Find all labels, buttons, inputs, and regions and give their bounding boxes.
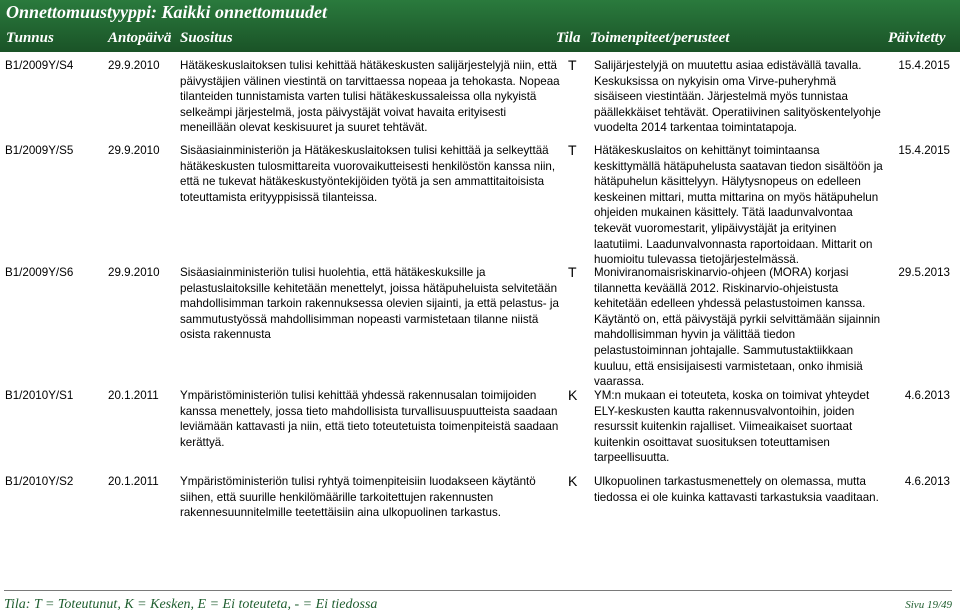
row-measures: Ulkopuolinen tarkastusmenettely on olemassa, mutta tiedossa ei ole kuinka kattavasti tarkastuksia vaaditaan. bbox=[594, 475, 879, 504]
page-title: Onnettomuustyyppi: Kaikki onnettomuudet bbox=[6, 2, 328, 22]
row-status: T bbox=[568, 142, 577, 158]
row-date: 20.1.2011 bbox=[108, 475, 159, 488]
status-legend: Tila: T = Toteutunut, K = Kesken, E = Ei toteuteta, - = Ei tiedossa bbox=[4, 597, 378, 612]
row-date: 29.9.2010 bbox=[108, 266, 160, 279]
column-header-suositus: Suositus bbox=[180, 30, 233, 46]
row-recommendation: Sisäasiainministeriön ja Hätäkeskuslaitoksen tulisi kehittää ja selkeyttää hätäkeskusten tulosmittareita vuorovaikutteisesti henkilöstön kanssa niin, että ne tukevat hätäkeskustyöntekijöiden työtä ja sen ammattitaitoisista toteuttamista erityyppisissä tilanteissa. bbox=[180, 144, 556, 204]
column-header-toimenpiteet: Toimenpiteet/perusteet bbox=[590, 30, 730, 46]
row-recommendation: Ympäristöministeriön tulisi kehittää yhdessä rakennusalan toimijoiden kanssa menettely, jossa tieto mahdollisista turvallisuuspuutteista saadaan leviämään kattavasti ja niin, että tieto toteutetuista toimenpiteistä saadaan kerättyä. bbox=[180, 389, 559, 449]
row-recommendation: Hätäkeskuslaitoksen tulisi kehittää hätäkeskusten salijärjestelyjä niin, että päivystäjien välinen viestintä on tarvittaessa nopeaa ja tehokasta. Nopeaa tilanteiden tunnistamista varten tulisi hätäkeskussaleissa olla nykyistä selkeämpi järjestelmä, josta päivystäjät voivat havaita erityisesti meneillään olevat keskisuuret ja suuret tehtävät. bbox=[180, 59, 560, 135]
row-measures: Moniviranomaisriskinarvio-ohjeen (MORA) korjasi tilannetta keväällä 2012. Riskinarvio-ohjeistusta kehitetään edelleen yhdessä pelastustoimen kanssa. Käytäntö on, että päivystäjä pyrkii selvittämään sijainnin mahdollisimman hyvin ja välittää tiedon pelastustoiminnan johtajalle. Sammutustaktiikkaan kuuluu, että ensisijaisesti varmistetaan, onko ihmisiä vaarassa. bbox=[594, 266, 881, 389]
row-date: 29.9.2010 bbox=[108, 59, 160, 72]
row-date: 29.9.2010 bbox=[108, 144, 160, 157]
row-updated: 15.4.2015 bbox=[898, 144, 950, 157]
row-updated: 4.6.2013 bbox=[904, 475, 950, 488]
row-status: K bbox=[568, 387, 578, 403]
row-status: T bbox=[568, 57, 577, 73]
row-updated: 29.5.2013 bbox=[898, 266, 950, 279]
footer-divider bbox=[4, 590, 952, 591]
row-id: B1/2010Y/S1 bbox=[5, 389, 74, 402]
row-measures: YM:n mukaan ei toteuteta, koska on toimivat yhteydet ELY-keskusten kautta rakennusvalvontoihin, joiden resurssit kuitenkin rajalliset. Viimeaikaiset suortaat kuitenkin osoittavat suosituksen toteuttamisen tarpeellisuutta. bbox=[594, 389, 870, 465]
row-recommendation: Sisäasiainministeriön tulisi huolehtia, että hätäkeskuksille ja pelastuslaitoksille kehitetään menettelyt, joissa hätäpuheluista selvitetään mahdollisimman tarkoin rakennuksessa olevien sijainti, ja että pelastus- ja sammutustyössä mahdollisimman nopeasti varmistetaan tilanne niistä osista rakennusta bbox=[180, 266, 559, 342]
column-header-antopaiva: Antopäivä bbox=[108, 30, 172, 46]
row-updated: 15.4.2015 bbox=[898, 59, 950, 72]
row-id: B1/2009Y/S6 bbox=[5, 266, 74, 279]
row-id: B1/2010Y/S2 bbox=[5, 475, 74, 488]
row-id: B1/2009Y/S5 bbox=[5, 144, 74, 157]
row-id: B1/2009Y/S4 bbox=[5, 59, 74, 72]
page-number: Sivu 19/49 bbox=[905, 599, 952, 611]
column-header-tunnus: Tunnus bbox=[6, 30, 54, 46]
row-measures: Salijärjestelyjä on muutettu asiaa edistävällä tavalla. Keskuksissa on nykyisin oma Virve-puheryhmä sisäiseen viestintään. Järjestelmä myös tunnistaa päällekkäiset tehtävät. Operatiivinen salityöskentelyohje vuodelta 2014 tarkentaa toimintatapoja. bbox=[594, 59, 881, 135]
row-status: T bbox=[568, 264, 577, 280]
row-updated: 4.6.2013 bbox=[904, 389, 950, 402]
column-header-paivitetty: Päivitetty bbox=[888, 30, 946, 46]
table-header bbox=[0, 0, 960, 52]
row-date: 20.1.2011 bbox=[108, 389, 159, 402]
row-recommendation: Ympäristöministeriön tulisi ryhtyä toimenpiteisiin luodakseen käytäntö siihen, että suurille henkilömäärille tarkoitettujen rakennusten rakennesuunnitelmille teetettäisiin aina ulkopuolinen tarkastus. bbox=[180, 475, 536, 520]
row-measures: Hätäkeskuslaitos on kehittänyt toimintaansa keskittymällä hätäpuhelusta saatavan tiedon sisältöön ja hätäpuhelun käsittelyyn. Hälytysnopeus on edelleen keskeinen mittari, mutta mittarina on myös hätäpuhelun ohjeiden mukainen käsittely. Tätä laadunvalvontaa tekevät vuoromestarit, ylipäivystäjät ja erityinen laatutiimi. Laadunvalvonnasta raportoidaan. Mittarit on huomioitu tulevassa tietojärjestelmässä. bbox=[594, 144, 883, 267]
column-header-tila: Tila bbox=[556, 30, 581, 46]
row-status: K bbox=[568, 473, 578, 489]
